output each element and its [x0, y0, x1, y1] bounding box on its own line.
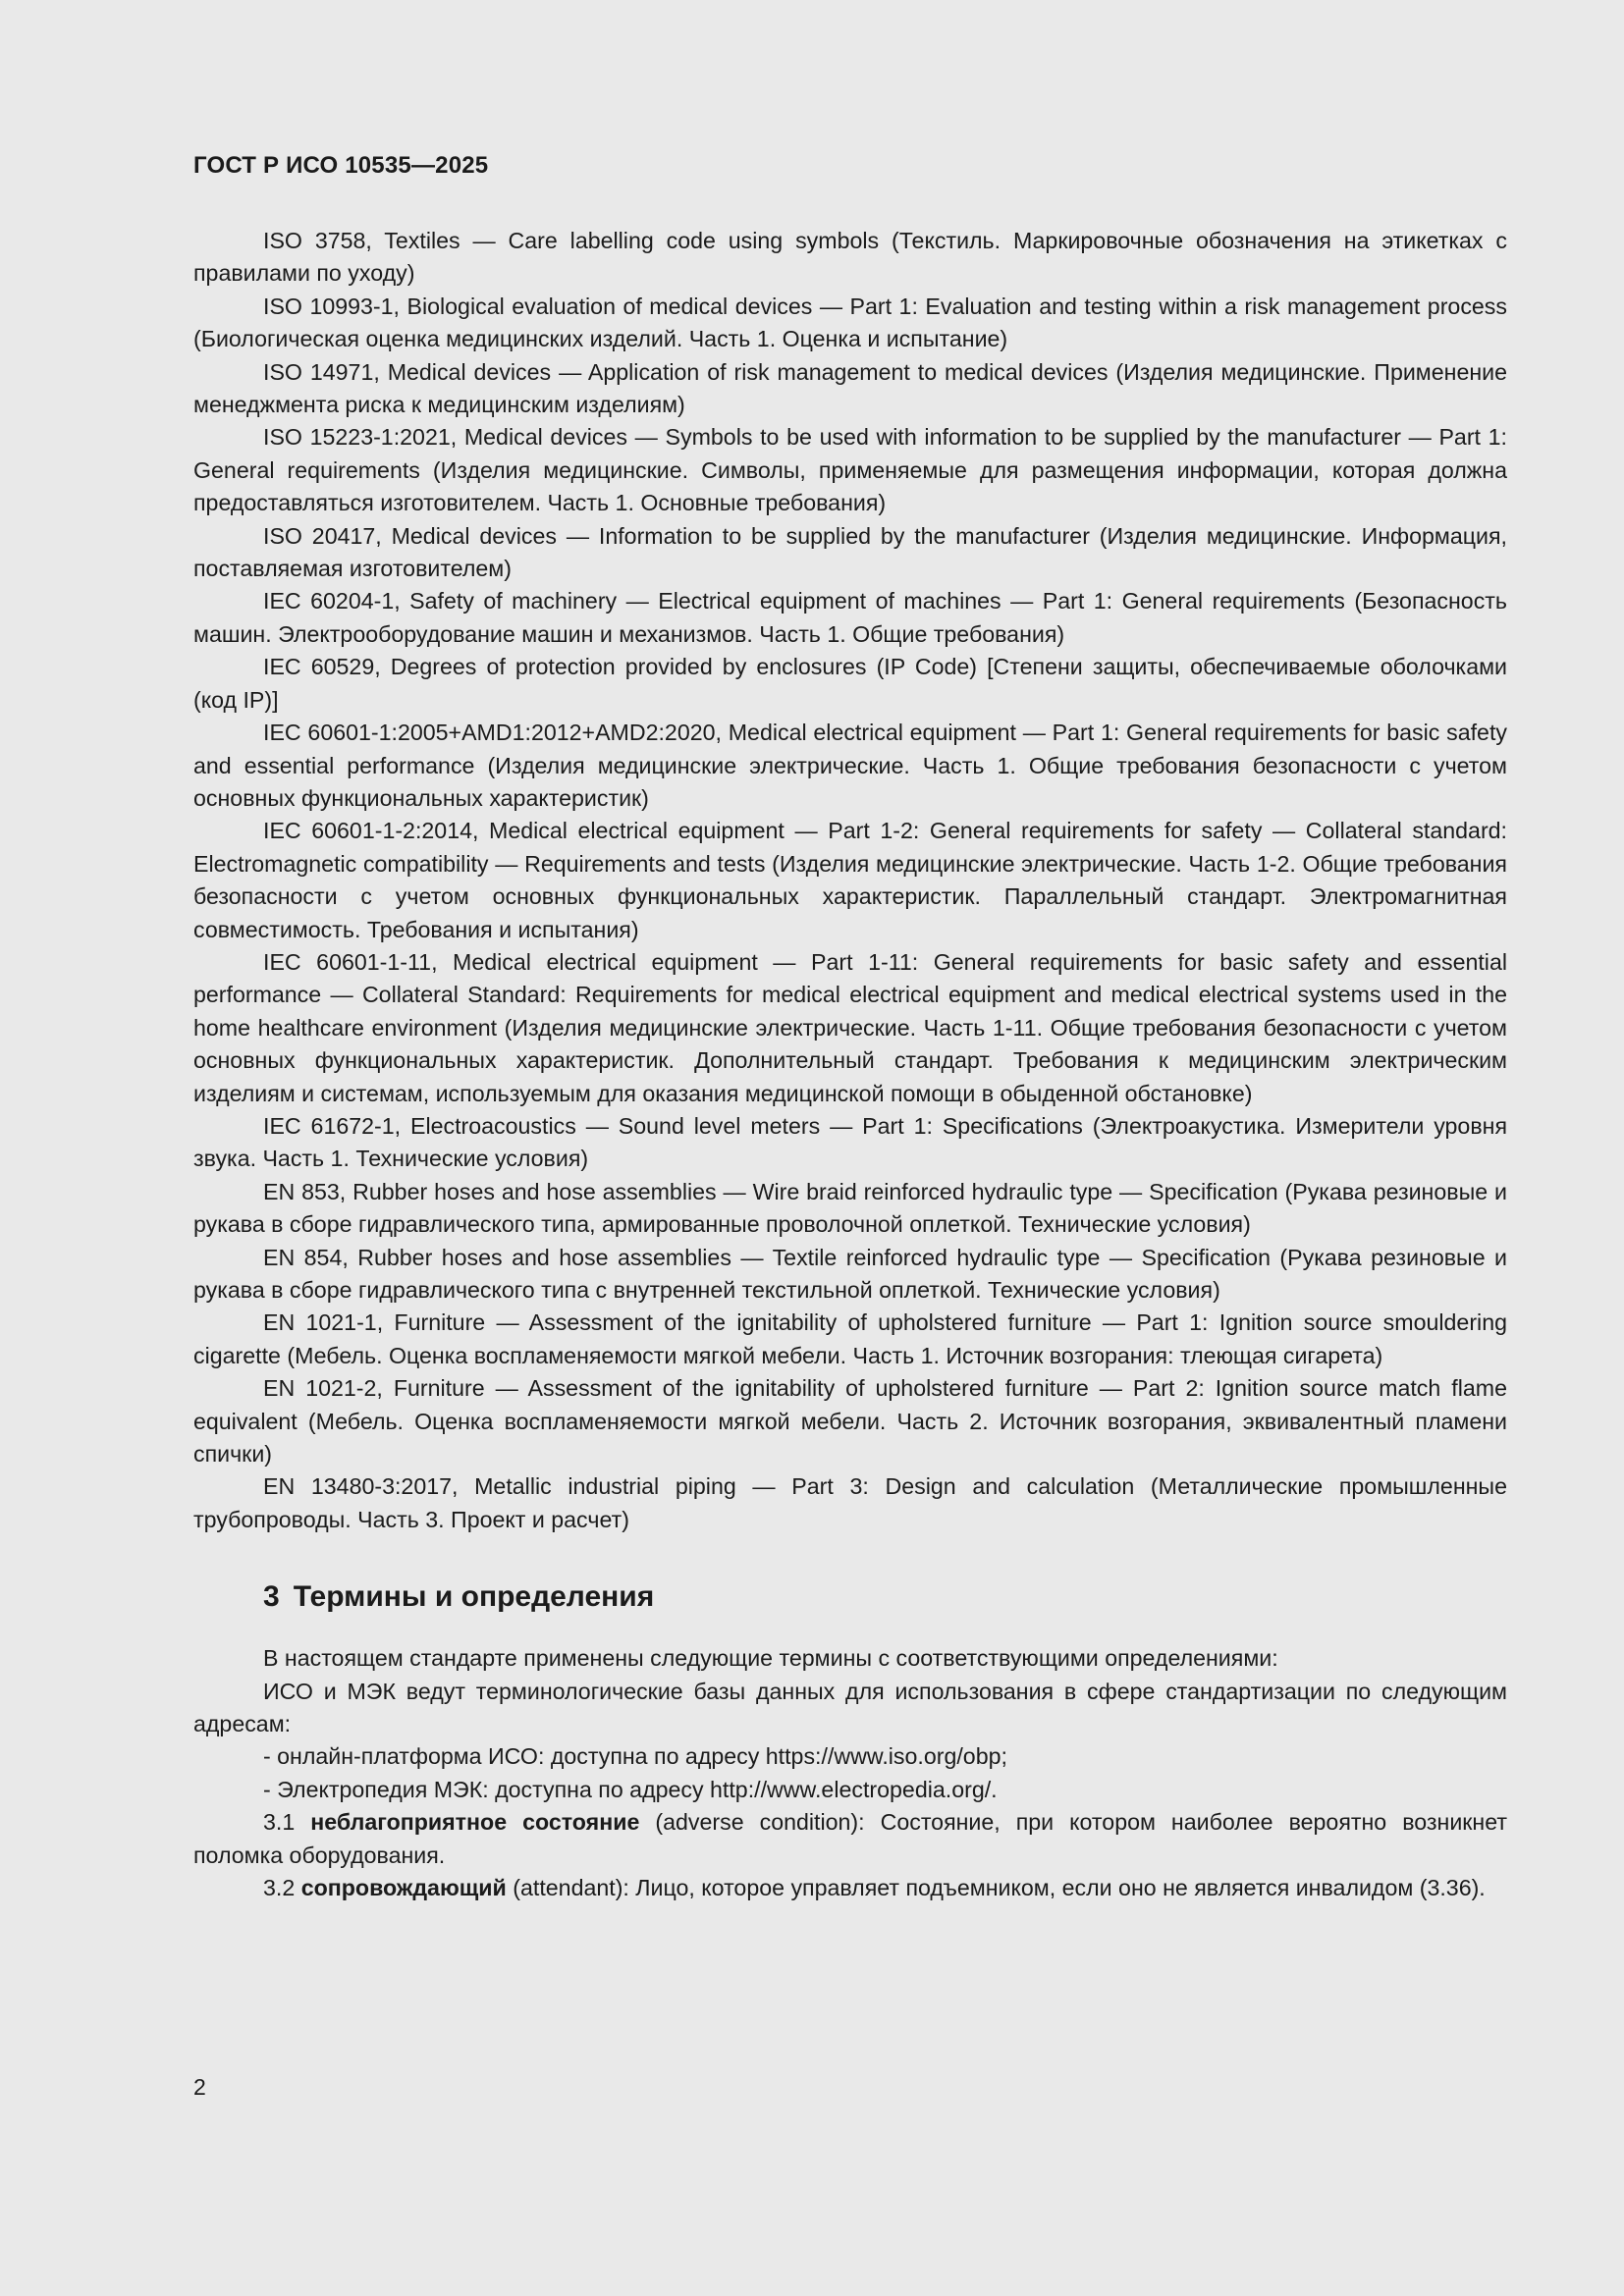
- reference-iso-10993-1: ISO 10993-1, Biological evaluation of medical devices — Part 1: Evaluation and testing within a risk management process (Биологическая оценка медицинских изделий. Часть 1. Оценка и испытание): [193, 293, 1507, 352]
- term-name: сопровождающий: [300, 1875, 507, 1901]
- reference-en-853: EN 853, Rubber hoses and hose assemblies — Wire braid reinforced hydraulic type — Specification (Рукава резиновые и рукава в сборе гидравлического типа, армированные проволочной оплеткой. Технические условия): [193, 1178, 1507, 1238]
- reference-iec-60204-1: IEC 60204-1, Safety of machinery — Electrical equipment of machines — Part 1: General requirements (Безопасность машин. Электрооборудование машин и механизмов. Часть 1. Общие требования): [193, 588, 1507, 647]
- terminology-databases-intro: ИСО и МЭК ведут терминологические базы данных для использования в сфере стандартизации по следующим адресам:: [193, 1678, 1507, 1737]
- reference-iso-20417: ISO 20417, Medical devices — Information to be supplied by the manufacturer (Изделия медицинские. Информация, поставляемая изготовителем): [193, 522, 1507, 582]
- section-number: 3: [263, 1580, 280, 1614]
- terminology-database-iec: - Электропедия МЭК: доступна по адресу http://www.electropedia.org/.: [263, 1776, 998, 1802]
- page-number: 2: [193, 2074, 206, 2100]
- term-definition: (adverse condition): Состояние, при котором наиболее вероятно возникнет поломка оборудования.: [193, 1809, 1507, 1868]
- reference-en-13480-3: EN 13480-3:2017, Metallic industrial piping — Part 3: Design and calculation (Металлические промышленные трубопроводы. Часть 3. Проект и расчет): [193, 1473, 1507, 1532]
- terminology-database-iso: - онлайн-платформа ИСО: доступна по адресу https://www.iso.org/obp;: [263, 1743, 1007, 1770]
- page-header-standard-title: ГОСТ Р ИСО 10535—2025: [193, 152, 489, 179]
- term-number: 3.2: [263, 1875, 296, 1901]
- page-content: [193, 225, 1507, 1905]
- term-name: неблагоприятное состояние: [310, 1809, 640, 1836]
- reference-iso-14971: ISO 14971, Medical devices — Application of risk management to medical devices (Изделия медицинские. Применение менеджмента риска к медицинским изделиям): [193, 358, 1507, 418]
- reference-iec-60601-1: IEC 60601-1:2005+AMD1:2012+AMD2:2020, Medical electrical equipment — Part 1: General requirements for basic safety and essential performance (Изделия медицинские электрические. Часть 1. Общие требования безопасности с учетом основных функциональных характеристик): [193, 720, 1507, 811]
- reference-iec-61672-1: IEC 61672-1, Electroacoustics — Sound level meters — Part 1: Specifications (Электроакустика. Измерители уровня звука. Часть 1. Технические условия): [193, 1112, 1507, 1172]
- term-definition: (attendant): Лицо, которое управляет подъемником, если оно не является инвалидом (3.36).: [513, 1875, 1486, 1901]
- reference-iso-15223-1: ISO 15223-1:2021, Medical devices — Symbols to be used with information to be supplied by the manufacturer — Part 1: General requirements (Изделия медицинские. Символы, применяемые для размещения информации, которая должна предоставляться изготовителем. Часть 1. Основные требования): [193, 424, 1507, 516]
- reference-iec-60529: IEC 60529, Degrees of protection provided by enclosures (IP Code) [Степени защиты, обеспечиваемые оболочками (код IP)]: [193, 654, 1507, 713]
- reference-iec-60601-1-11: IEC 60601-1-11, Medical electrical equipment — Part 1-11: General requirements for basic safety and essential performance — Collateral Standard: Requirements for medical electrical equipment and medical electrical systems used in the home healthcare environment (Изделия медицинские электрические. Часть 1-11. Общие требования безопасности с учетом основных функциональных характеристик. Дополнительный стандарт. Требования к медицинским электрическим изделиям и системам, используемым для оказания медицинской помощи в обыденной обстановке): [193, 948, 1507, 1106]
- reference-iec-60601-1-2: IEC 60601-1-2:2014, Medical electrical equipment — Part 1-2: General requirements for safety — Collateral standard: Electromagnetic compatibility — Requirements and tests (Изделия медицинские электрические. Часть 1-2. Общие требования безопасности с учетом основных функциональных характеристик. Параллельный стандарт. Электромагнитная совместимость. Требования и испытания): [193, 818, 1507, 942]
- reference-iso-3758: ISO 3758, Textiles — Care labelling code using symbols (Текстиль. Маркировочные обозначения на этикетках с правилами по уходу): [193, 228, 1507, 287]
- term-entry: [193, 1872, 1507, 1904]
- section-heading: [193, 1578, 1507, 1616]
- term-entry: [193, 1806, 1507, 1872]
- reference-en-854: EN 854, Rubber hoses and hose assemblies — Textile reinforced hydraulic type — Specification (Рукава резиновые и рукава в сборе гидравлического типа с внутренней текстильной оплеткой. Технические условия): [193, 1244, 1507, 1303]
- reference-en-1021-1: EN 1021-1, Furniture — Assessment of the ignitability of upholstered furniture — Part 1: Ignition source smouldering cigarette (Мебель. Оценка воспламеняемости мягкой мебели. Часть 1. Источник возгорания: тлеющая сигарета): [193, 1309, 1507, 1368]
- section-intro: В настоящем стандарте применены следующие термины с соответствующими определениями:: [263, 1645, 1278, 1672]
- reference-en-1021-2: EN 1021-2, Furniture — Assessment of the ignitability of upholstered furniture — Part 2: Ignition source match flame equivalent (Мебель. Оценка воспламеняемости мягкой мебели. Часть 2. Источник возгорания, эквивалентный пламени спички): [193, 1375, 1507, 1468]
- term-number: 3.1: [263, 1809, 296, 1836]
- section-title-text: Термины и определения: [293, 1580, 655, 1614]
